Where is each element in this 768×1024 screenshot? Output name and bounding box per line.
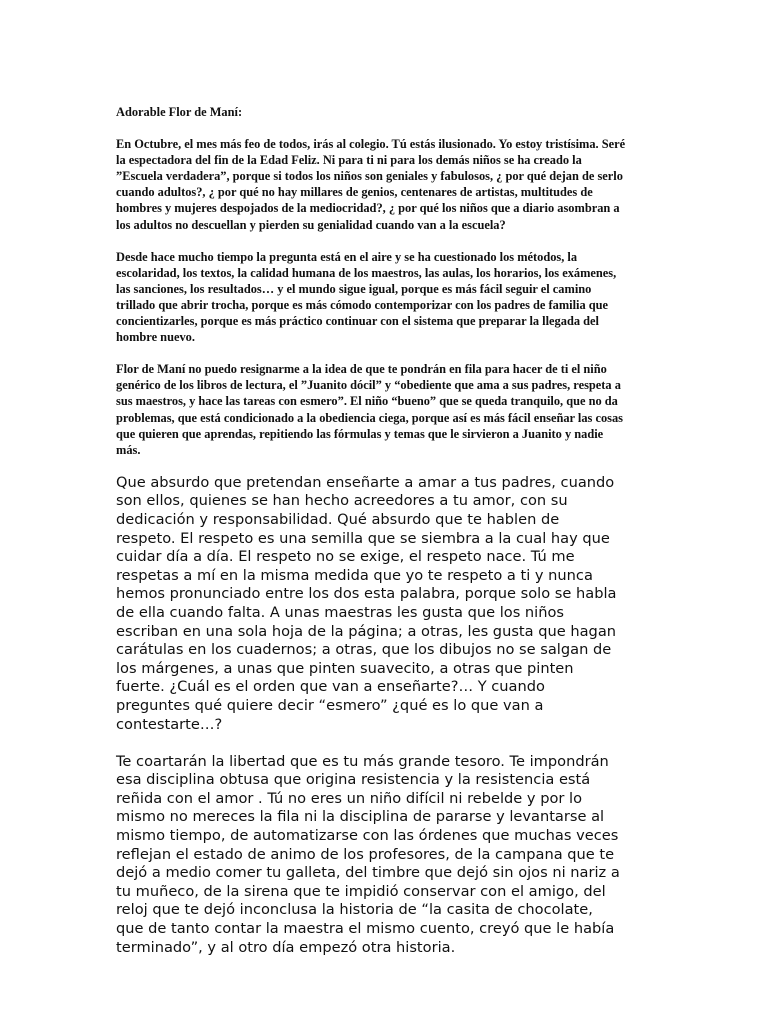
text-line: reflejan el estado de animo de los profesores, de la campana que te [116,845,615,863]
text-line: dejó a medio comer tu galleta, del timbre que dejó sin ojos ni nariz a [116,864,620,882]
text-line: problemas, que está condicionado a la obediencia ciega, porque así es más fácil enseñar las cosas [116,410,623,425]
text-line: genérico de los libros de lectura, el ”Juanito dócil” y “obediente que ama a sus padres, respeta a [116,378,621,393]
text-line: de ella cuando falta. A unas maestras les gusta que los niños [116,603,565,621]
text-line: que quieren que aprendas, repitiendo las fórmulas y temas que le sirvieron a Juanito y nadie [116,426,604,441]
paragraph-3 [116,361,656,458]
text-line: hemos pronunciado entre los dos esta palabra, porque solo se habla [116,585,617,603]
text-line: que de tanto contar la maestra el mismo cuento, creyó que le había [116,920,615,938]
text-line: preguntes qué quiere decir “esmero” ¿qué es lo que van a [116,696,544,714]
sans-section [116,474,656,957]
text-line: ”Escuela verdadera”, porque si todos los niños son geniales y fabulosos, ¿ por qué dejan de serlo [116,169,623,184]
text-line: tu muñeco, de la sirena que te impidió conservar con el amigo, del [116,882,606,900]
text-line: escolaridad, los textos, la calidad humana de los maestros, las aulas, los horarios, los exámenes, [116,265,617,280]
paragraph-2 [116,249,656,346]
text-line: trillado que abrir trocha, porque es más cómodo contemporizar con los padres de familia que [116,297,609,312]
text-line: reñida con el amor . Tú no eres un niño difícil ni rebelde y por lo [116,789,583,807]
text-line: esa disciplina obtusa que origina resistencia y la resistencia está [116,771,591,789]
text-line: mismo tiempo, de automatizarse con las órdenes que muchas veces [116,827,619,845]
text-line: respetas a mí en la misma medida que yo te respeto a ti y nunca [116,566,593,584]
text-line: Flor de Maní no puedo resignarme a la idea de que te pondrán en fila para hacer de ti el niño [116,362,607,377]
text-line: son ellos, quienes se han hecho acreedores a tu amor, con su [116,492,568,510]
text-line: hombre nuevo. [116,330,195,345]
text-line: En Octubre, el mes más feo de todos, irás al colegio. Tú estás ilusionado. Yo estoy tristísima. Seré [116,137,626,152]
text-line: contestarte…? [116,715,223,733]
text-line: fuerte. ¿Cuál es el orden que van a enseñarte?… Y cuando [116,678,545,696]
text-line: mismo no mereces la fila ni la disciplina de pararse y levantarse al [116,808,605,826]
document-page [116,104,656,976]
serif-section [116,104,656,458]
paragraph-4 [116,474,656,734]
paragraph-5 [116,753,656,958]
letter-salutation: Adorable Flor de Maní: [116,105,243,119]
text-line: cuando adultos?, ¿ por qué no hay millares de genios, centenares de artistas, multitudes de [116,185,593,200]
text-line: los adultos no descuellan y pierden su genialidad cuando van a la escuela? [116,217,506,232]
paragraph-1 [116,136,656,233]
text-line: Desde hace mucho tiempo la pregunta está en el aire y se ha cuestionado los métodos, la [116,249,578,264]
text-line: la espectadora del fin de la Edad Feliz. Ni para ti ni para los demás niños se ha creado la [116,153,582,168]
text-line: concientizarles, porque es más práctico continuar con el sistema que preparar la llegada del [116,314,599,329]
text-line: carátulas en los cuadernos; a otras, que los dibujos no se salgan de [116,641,612,659]
text-line: Que absurdo que pretendan enseñarte a amar a tus padres, cuando [116,473,615,491]
text-line: los márgenes, a unas que pinten suavecito, a otras que pinten [116,659,574,677]
text-line: cuidar día a día. El respeto no se exige, el respeto nace. Tú me [116,548,575,566]
text-line: sus maestros, y hace las tareas con esmero”. El niño “bueno” que se queda tranquilo, que no da [116,394,618,409]
text-line: hombres y mujeres despojados de la mediocridad?, ¿ por qué los niños que a diario asombran a [116,201,620,216]
text-line: reloj que te dejó inconclusa la historia de “la casita de chocolate, [116,901,593,919]
text-line: escriban en una sola hoja de la página; a otras, les gusta que hagan [116,622,617,640]
text-line: más. [116,442,141,457]
text-line: respeto. El respeto es una semilla que se siembra a la cual hay que [116,529,610,547]
text-line: las sanciones, los resultados… y el mundo sigue igual, porque es más fácil seguir el camino [116,281,592,296]
text-line: dedicación y responsabilidad. Qué absurdo que te hablen de [116,510,560,528]
text-line: terminado”, y al otro día empezó otra historia. [116,938,456,956]
text-line: Te coartarán la libertad que es tu más grande tesoro. Te impondrán [116,752,609,770]
